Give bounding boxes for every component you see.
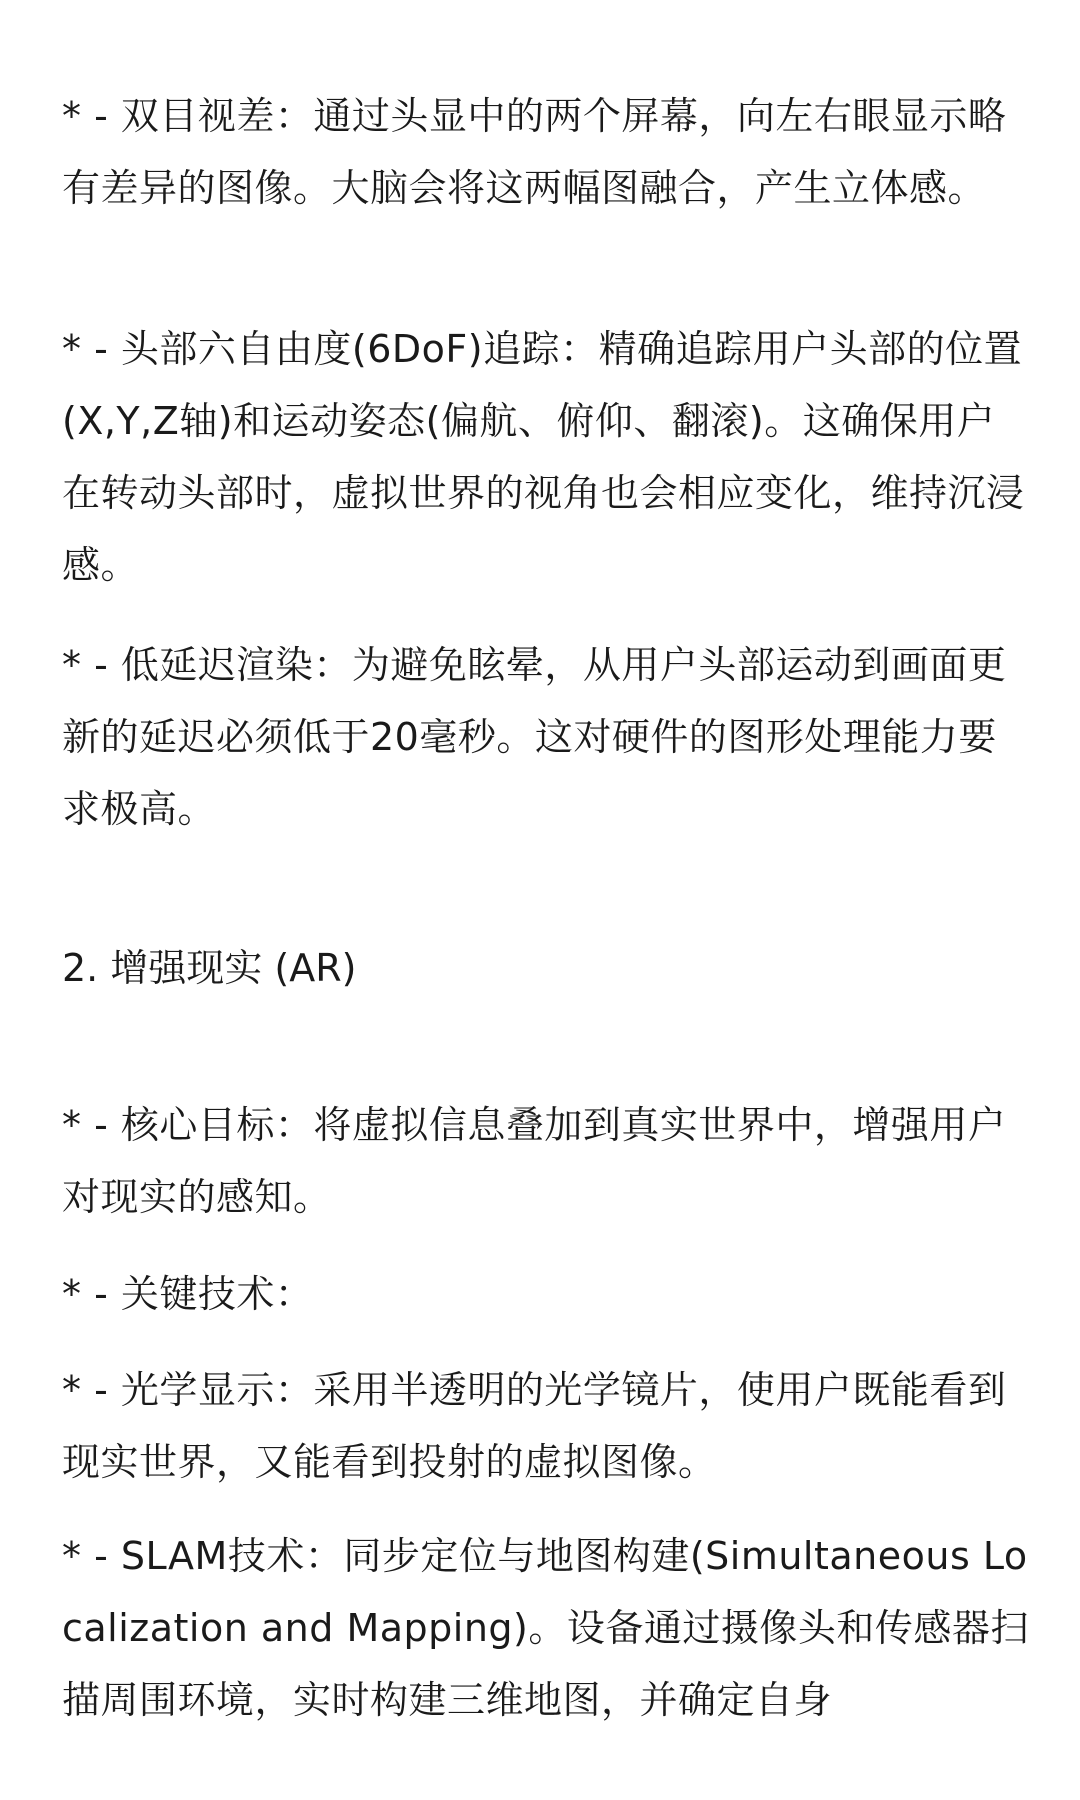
paragraph-key-tech: * - 关键技术： xyxy=(62,1272,314,1316)
paragraph-optical-display: * - 光学显示：采用半透明的光学镜片，使用户既能看到现实世界，又能看到投射的虚拟图像。 xyxy=(62,1368,1007,1484)
paragraph-binocular-disparity: * - 双目视差：通过头显中的两个屏幕，向左右眼显示略有差异的图像。大脑会将这两幅图融合，产生立体感。 xyxy=(62,94,1007,210)
paragraph-slam: * - SLAM技术：同步定位与地图构建(Simultaneous Localization and Mapping)。设备通过摄像头和传感器扫描周围环境，实时构建三维地图，并确定自身 xyxy=(62,1534,1029,1722)
paragraph-6dof-tracking: * - 头部六自由度(6DoF)追踪：精确追踪用户头部的位置(X,Y,Z轴)和运动姿态(偏航、俯仰、翻滚)。这确保用户在转动头部时，虚拟世界的视角也会相应变化，维持沉浸感。 xyxy=(62,327,1025,587)
section-heading-ar: 2. 增强现实 (AR) xyxy=(62,946,357,990)
paragraph-low-latency-rendering: * - 低延迟渲染：为避免眩晕，从用户头部运动到画面更新的延迟必须低于20毫秒。这对硬件的图形处理能力要求极高。 xyxy=(62,643,1007,831)
paragraph-core-goal: * - 核心目标：将虚拟信息叠加到真实世界中，增强用户对现实的感知。 xyxy=(62,1103,1007,1219)
